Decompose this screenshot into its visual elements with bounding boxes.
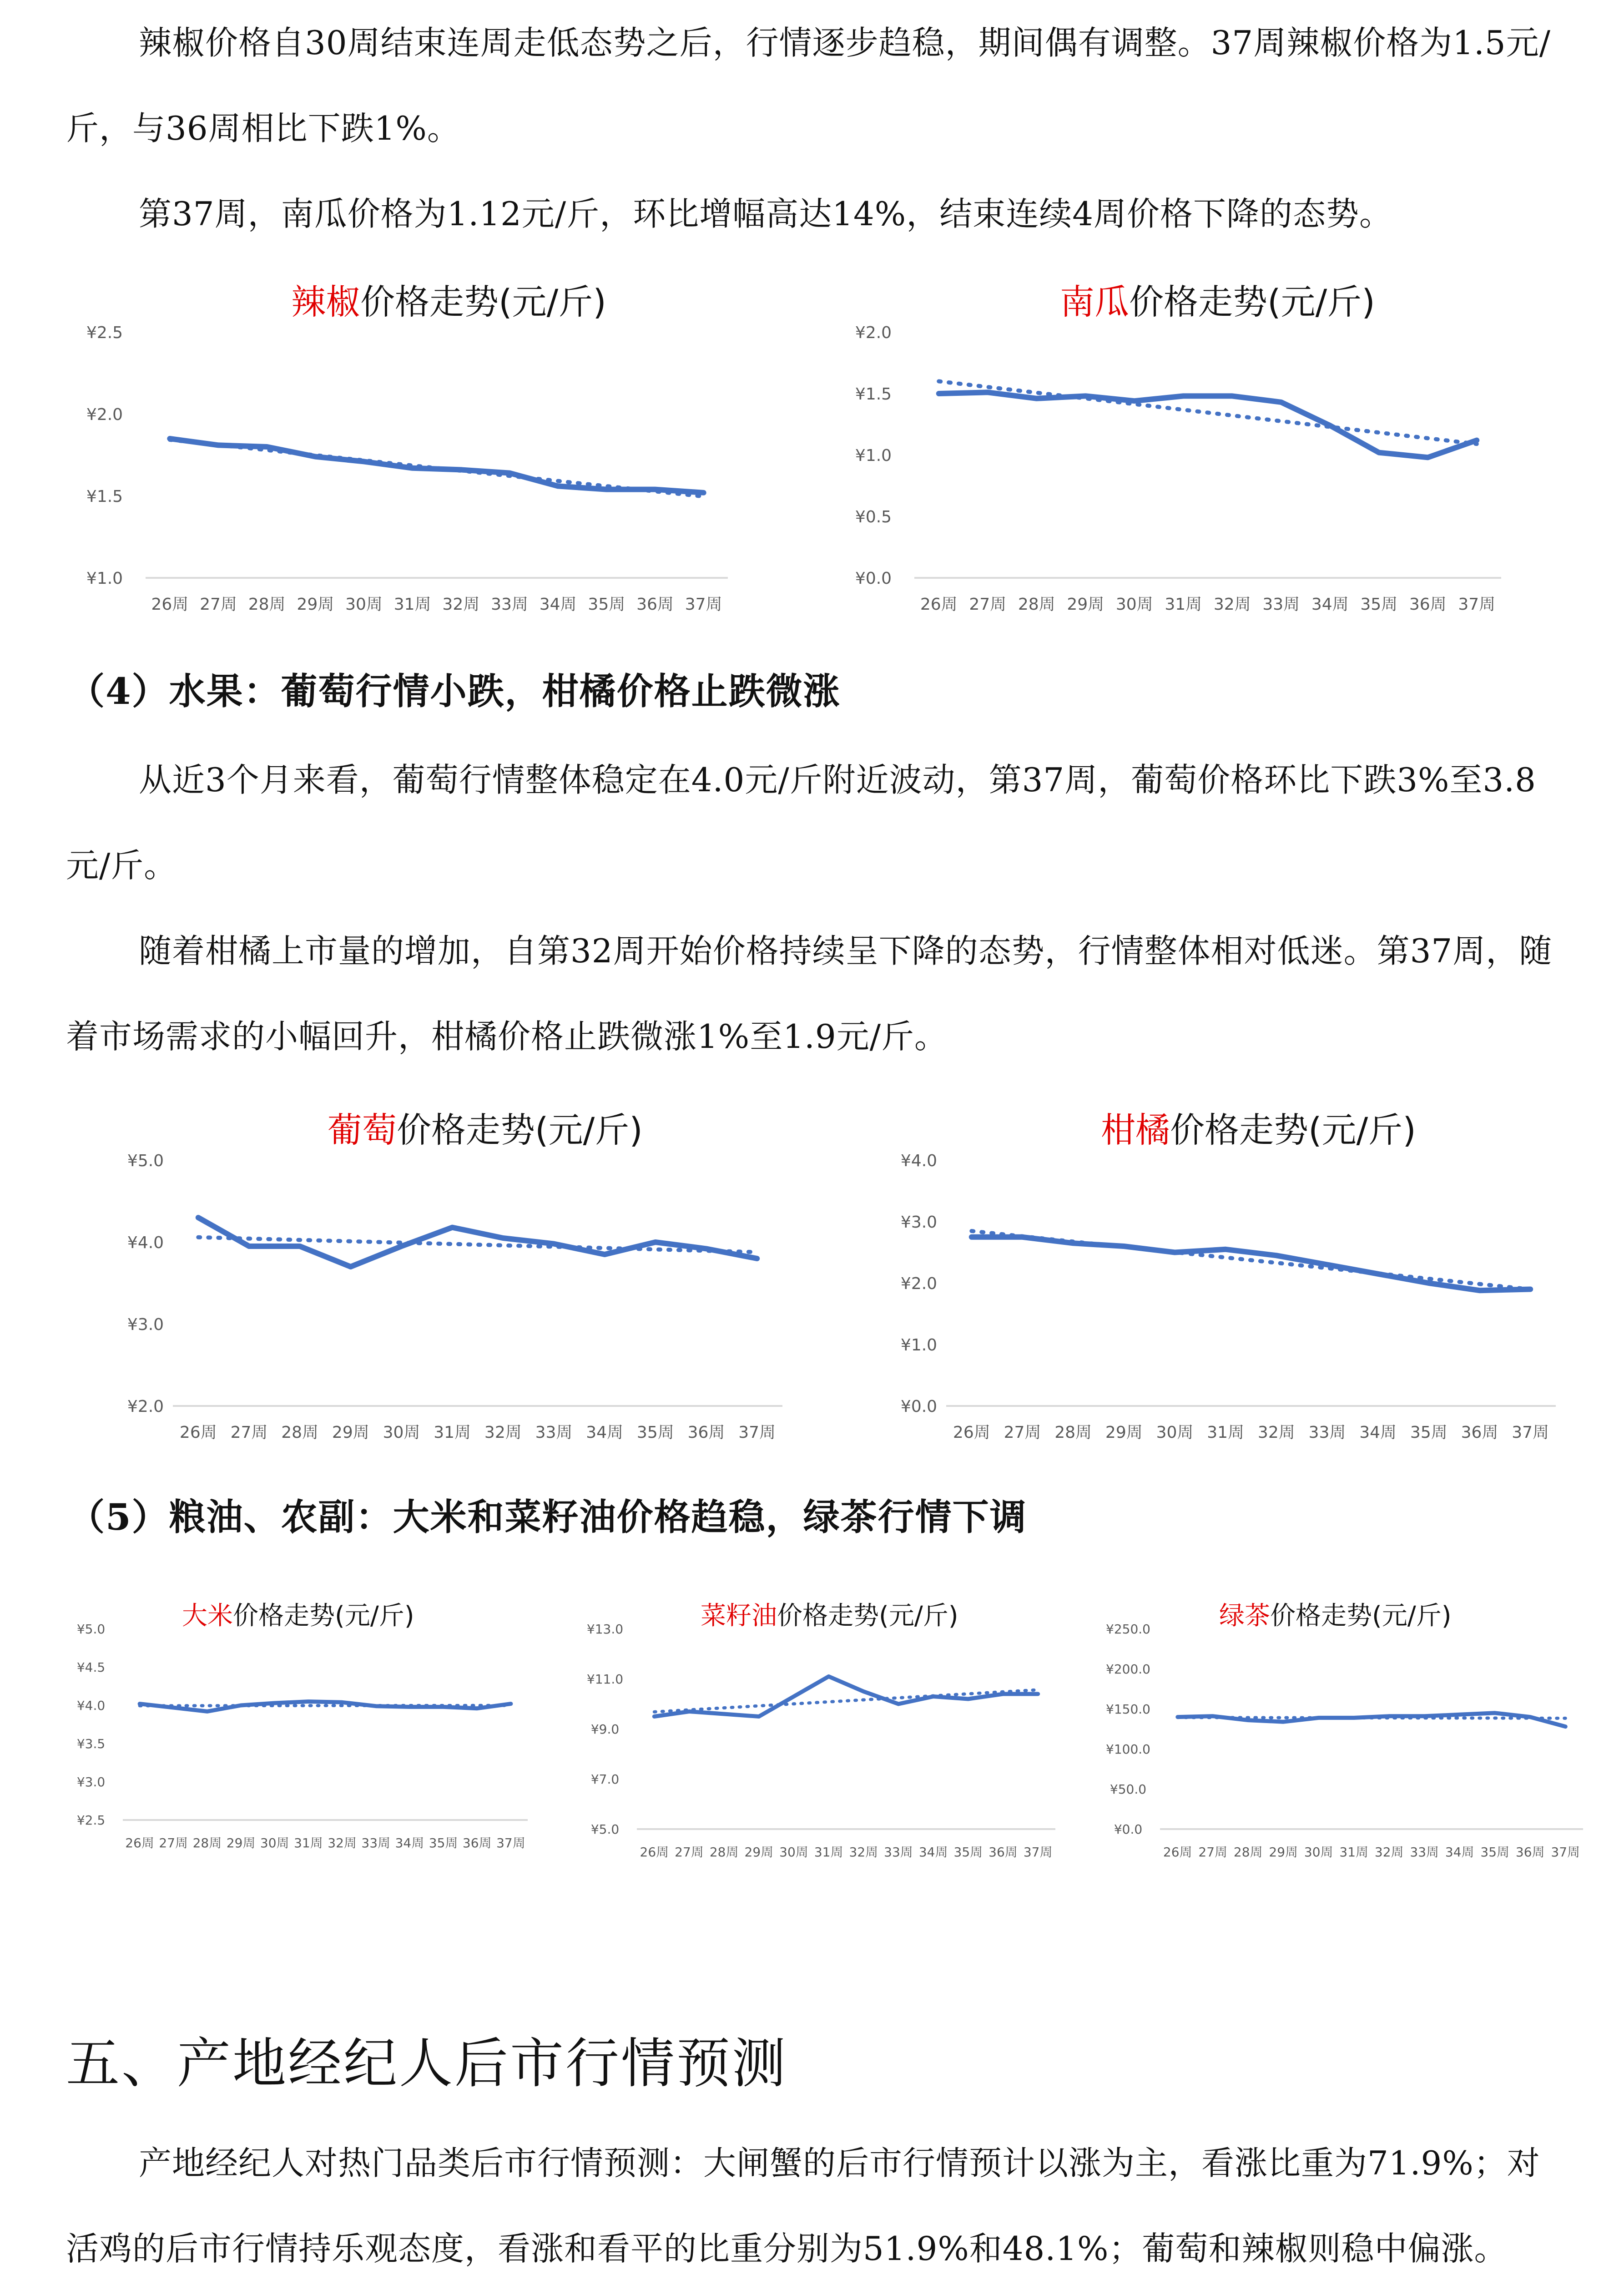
data-point (1275, 1254, 1278, 1257)
data-point (1231, 394, 1234, 398)
x-tick-label: 33周 (491, 595, 528, 614)
x-tick-label: 26周 (920, 595, 958, 614)
x-tick-label: 33周 (1410, 1845, 1439, 1860)
y-tick-label: ¥3.5 (76, 1736, 106, 1751)
data-point (1564, 1725, 1567, 1728)
data-point (172, 1706, 175, 1709)
y-tick-label: ¥9.0 (590, 1722, 620, 1737)
data-point (1388, 1715, 1391, 1718)
y-tick-label: ¥0.0 (1114, 1822, 1143, 1837)
data-point (1317, 1716, 1320, 1719)
data-point (723, 1713, 726, 1715)
y-tick-label: ¥2.0 (900, 1274, 938, 1293)
chart-title-text: 价格走势(元/斤) (1170, 1110, 1416, 1150)
x-tick-label: 30周 (779, 1845, 808, 1860)
x-tick-label: 33周 (884, 1845, 913, 1860)
x-tick-label: 28周 (281, 1423, 319, 1442)
data-point (932, 1695, 935, 1698)
data-point (509, 1703, 512, 1705)
x-tick-label: 35周 (953, 1845, 983, 1860)
x-tick-label: 36周 (462, 1835, 492, 1850)
data-point (265, 445, 269, 449)
section-title: 五、产地经纪人后市行情预测 (66, 2032, 788, 2095)
y-tick-label: ¥3.0 (900, 1213, 938, 1232)
y-tick-label: ¥200.0 (1106, 1662, 1150, 1677)
data-point (206, 1710, 208, 1713)
data-point (605, 488, 608, 491)
data-point (341, 1701, 343, 1704)
x-tick-label: 36周 (1515, 1845, 1545, 1860)
y-tick-label: ¥4.0 (900, 1152, 938, 1170)
data-point (1427, 1281, 1431, 1285)
chart-title-highlight: 柑橘 (1101, 1110, 1170, 1150)
data-point (1328, 424, 1332, 427)
chart-title-text: 价格走势(元/斤) (397, 1110, 643, 1150)
data-point (1173, 1251, 1177, 1254)
chart-title (182, 1601, 414, 1631)
data-point (986, 390, 989, 394)
y-tick-label: ¥2.5 (76, 1813, 106, 1828)
x-tick-label: 33周 (361, 1835, 391, 1850)
x-tick-label: 33周 (1308, 1423, 1346, 1442)
trendline (939, 381, 1477, 444)
x-tick-label: 26周 (151, 595, 189, 614)
chart-title-highlight: 葡萄 (328, 1110, 397, 1150)
x-tick-label: 30周 (1115, 595, 1153, 614)
data-point (556, 484, 560, 488)
data-point (1326, 1263, 1329, 1267)
x-tick-label: 36周 (1461, 1423, 1498, 1442)
data-point (792, 1695, 795, 1698)
y-tick-label: ¥5.0 (127, 1152, 164, 1170)
paragraph-grape: 从近3个月来看，葡萄行情整体稳定在4.0元/斤附近波动，第37周，葡萄价格环比下跌3%至3.8元/斤。 (66, 761, 1536, 885)
y-tick-label: ¥1.0 (900, 1336, 938, 1355)
x-tick-label: 27周 (230, 1423, 268, 1442)
y-tick-label: ¥4.0 (127, 1234, 164, 1252)
y-tick-label: ¥2.0 (86, 405, 123, 424)
x-tick-label: 28周 (192, 1835, 222, 1850)
data-point (400, 1244, 403, 1248)
x-tick-label: 26周 (1163, 1845, 1192, 1860)
x-tick-label: 28周 (1018, 595, 1055, 614)
series-line (1178, 1713, 1566, 1727)
x-tick-label: 37周 (1551, 1845, 1580, 1860)
data-point (1282, 1720, 1285, 1723)
x-tick-label: 37周 (685, 595, 722, 614)
data-point (603, 1253, 606, 1256)
trendline (654, 1690, 1038, 1712)
data-point (1122, 1244, 1126, 1248)
chart-rice (55, 1592, 537, 1875)
data-point (757, 1715, 760, 1718)
chart-pepper (55, 273, 764, 628)
chart-title-highlight: 南瓜 (1060, 282, 1129, 322)
data-point (1528, 1288, 1532, 1291)
x-tick-label: 34周 (586, 1423, 624, 1442)
data-point (476, 1707, 479, 1710)
x-tick-label: 32周 (1374, 1845, 1404, 1860)
paragraph-pumpkin: 第37周，南瓜价格为1.12元/斤，环比增幅高达14%，结束连续4周价格下降的态势。 (139, 195, 1393, 233)
data-point (459, 468, 463, 471)
data-point (408, 1705, 411, 1708)
x-tick-label: 26周 (640, 1845, 669, 1860)
chart-title (291, 282, 606, 322)
series-line (170, 439, 703, 493)
x-tick-label: 36周 (1409, 595, 1447, 614)
chart-title-text: 价格走势(元/斤) (1129, 282, 1375, 322)
data-point (1071, 1241, 1075, 1245)
x-tick-label: 36周 (989, 1845, 1018, 1860)
series-line (972, 1237, 1530, 1290)
chart-title (701, 1601, 958, 1631)
data-point (442, 1705, 445, 1708)
data-point (508, 471, 511, 475)
x-tick-label: 35周 (1480, 1845, 1510, 1860)
x-tick-label: 29周 (1269, 1845, 1298, 1860)
chart-title (1060, 282, 1375, 322)
data-point (217, 443, 220, 447)
x-tick-label: 27周 (1198, 1845, 1228, 1860)
x-tick-label: 34周 (918, 1845, 948, 1860)
data-point (247, 1244, 251, 1248)
data-point (197, 1216, 200, 1219)
data-point (374, 1705, 377, 1708)
data-point (240, 1704, 242, 1707)
data-point (1247, 1719, 1250, 1722)
data-point (138, 1703, 141, 1705)
data-point (1002, 1693, 1004, 1695)
x-tick-label: 35周 (429, 1835, 458, 1850)
y-tick-label: ¥100.0 (1106, 1742, 1150, 1757)
x-tick-label: 35周 (1410, 1423, 1447, 1442)
x-tick-label: 34周 (1359, 1423, 1397, 1442)
data-point (755, 1257, 759, 1260)
x-tick-label: 30周 (383, 1423, 420, 1442)
paragraph-forecast: 产地经纪人对热门品类后市行情预测：大闸蟹的后市行情预计以涨为主，看涨比重为71.9%；对活鸡的后市行情持乐观态度，看涨和看平的比重分别为51.9%和48.1%；葡萄和辣椒则稳中偏涨。 (66, 2144, 1540, 2268)
x-tick-label: 31周 (294, 1835, 323, 1850)
data-point (1493, 1712, 1496, 1714)
x-tick-label: 27周 (1004, 1423, 1041, 1442)
data-point (362, 460, 366, 463)
x-tick-label: 26周 (125, 1835, 154, 1850)
paragraph-citrus: 随着柑橘上市量的增加，自第32周开始价格持续呈下降的态势，行情整体相对低迷。第37周，随着市场需求的小幅回升，柑橘价格止跌微涨1%至1.9元/斤。 (66, 932, 1553, 1056)
data-point (862, 1690, 865, 1693)
y-tick-label: ¥4.5 (76, 1660, 106, 1675)
data-point (1529, 1716, 1532, 1719)
data-point (307, 1700, 310, 1703)
chart-pumpkin (823, 273, 1533, 628)
x-tick-label: 27周 (159, 1835, 188, 1850)
x-tick-label: 31周 (1207, 1423, 1245, 1442)
y-tick-label: ¥13.0 (586, 1622, 624, 1637)
y-tick-label: ¥0.0 (855, 569, 892, 588)
x-tick-label: 31周 (434, 1423, 471, 1442)
x-tick-label: 37周 (1512, 1423, 1549, 1442)
x-tick-label: 36周 (687, 1423, 725, 1442)
data-point (1423, 1715, 1426, 1718)
x-tick-label: 29周 (297, 595, 334, 614)
x-tick-label: 31周 (1165, 595, 1202, 614)
data-point (1426, 455, 1430, 459)
chart-title-text: 价格走势(元/斤) (1270, 1601, 1452, 1631)
y-tick-label: ¥2.0 (127, 1397, 164, 1416)
data-point (450, 1226, 454, 1229)
x-tick-label: 32周 (1257, 1423, 1295, 1442)
y-tick-label: ¥0.5 (855, 508, 892, 526)
data-point (1377, 451, 1381, 455)
data-point (313, 455, 317, 459)
x-tick-label: 32周 (1213, 595, 1251, 614)
x-tick-label: 29周 (226, 1835, 256, 1850)
x-tick-label: 27周 (675, 1845, 704, 1860)
data-point (1279, 400, 1283, 404)
chart-title (328, 1110, 643, 1150)
chart-title-highlight: 菜籽油 (701, 1601, 777, 1631)
x-tick-label: 32周 (328, 1835, 357, 1850)
data-point (654, 1240, 657, 1244)
x-tick-label: 29周 (1067, 595, 1105, 614)
chart-title (1101, 1110, 1416, 1150)
data-point (349, 1265, 353, 1269)
heading-fruit: （4）水果：葡萄行情小跌，柑橘价格止跌微涨 (68, 670, 841, 713)
chart-title-highlight: 辣椒 (291, 282, 360, 322)
y-tick-label: ¥7.0 (590, 1772, 620, 1787)
y-tick-label: ¥3.0 (76, 1774, 106, 1790)
data-point (1211, 1715, 1214, 1718)
data-point (1352, 1716, 1355, 1719)
data-point (897, 1703, 900, 1705)
data-point (688, 1710, 691, 1713)
y-tick-label: ¥1.5 (86, 487, 123, 506)
x-tick-label: 28周 (248, 595, 286, 614)
y-tick-label: ¥1.5 (855, 385, 892, 404)
data-point (1133, 399, 1136, 403)
data-point (1176, 1716, 1179, 1719)
y-tick-label: ¥0.0 (900, 1397, 938, 1416)
x-tick-label: 31周 (393, 595, 431, 614)
chart-title-highlight: 绿茶 (1219, 1601, 1270, 1631)
x-tick-label: 26周 (179, 1423, 217, 1442)
x-tick-label: 32周 (849, 1845, 878, 1860)
x-tick-label: 32周 (484, 1423, 522, 1442)
data-point (168, 437, 171, 440)
y-tick-label: ¥3.0 (127, 1315, 164, 1334)
y-tick-label: ¥250.0 (1106, 1622, 1150, 1637)
data-point (967, 1698, 969, 1700)
data-point (1475, 439, 1478, 442)
data-point (1478, 1289, 1482, 1292)
chart-title-text: 价格走势(元/斤) (233, 1601, 414, 1631)
data-point (298, 1244, 302, 1248)
y-tick-label: ¥4.0 (76, 1698, 106, 1713)
x-tick-label: 26周 (953, 1423, 990, 1442)
x-tick-label: 31周 (814, 1845, 843, 1860)
x-tick-label: 29周 (1105, 1423, 1143, 1442)
x-tick-label: 30周 (260, 1835, 289, 1850)
y-tick-label: ¥2.0 (855, 324, 892, 342)
x-tick-label: 35周 (636, 1423, 674, 1442)
x-tick-label: 35周 (1360, 595, 1398, 614)
chart-title-highlight: 大米 (182, 1601, 233, 1631)
data-point (827, 1675, 830, 1678)
y-tick-label: ¥150.0 (1106, 1702, 1150, 1717)
x-tick-label: 27周 (200, 595, 237, 614)
x-tick-label: 27周 (969, 595, 1007, 614)
data-point (1021, 1235, 1024, 1239)
y-tick-label: ¥50.0 (1110, 1782, 1147, 1797)
data-point (653, 488, 657, 491)
heading-grain-oil: （5）粮油、农副：大米和菜籽油价格趋稳，绿茶行情下调 (68, 1496, 1027, 1538)
x-tick-label: 30周 (1156, 1423, 1194, 1442)
data-point (1084, 394, 1087, 398)
x-tick-label: 37周 (738, 1423, 776, 1442)
x-tick-label: 28周 (1054, 1423, 1092, 1442)
x-tick-label: 29周 (744, 1845, 774, 1860)
data-point (1035, 397, 1039, 400)
data-point (1458, 1713, 1461, 1716)
x-tick-label: 33周 (535, 1423, 573, 1442)
chart-grape (82, 1097, 805, 1451)
data-point (1181, 394, 1185, 398)
y-tick-label: ¥5.0 (590, 1822, 620, 1837)
x-tick-label: 36周 (636, 595, 674, 614)
y-tick-label: ¥5.0 (76, 1622, 106, 1637)
data-point (1037, 1693, 1039, 1695)
series-line (198, 1218, 757, 1267)
data-point (273, 1702, 276, 1704)
data-point (1224, 1248, 1227, 1251)
x-tick-label: 34周 (1311, 595, 1349, 614)
x-tick-label: 31周 (1339, 1845, 1369, 1860)
x-tick-label: 37周 (1023, 1845, 1053, 1860)
x-tick-label: 28周 (709, 1845, 739, 1860)
chart-green-tea (1083, 1592, 1592, 1879)
data-point (702, 491, 706, 495)
data-point (1376, 1272, 1380, 1276)
data-point (705, 1247, 708, 1250)
series-line (939, 392, 1477, 457)
x-tick-label: 34周 (395, 1835, 424, 1850)
x-tick-label: 34周 (539, 595, 577, 614)
x-tick-label: 33周 (1262, 595, 1300, 614)
x-tick-label: 35周 (588, 595, 625, 614)
data-point (501, 1236, 505, 1240)
data-point (552, 1242, 556, 1246)
x-tick-label: 34周 (1445, 1845, 1474, 1860)
x-tick-label: 37周 (496, 1835, 525, 1850)
paragraph-pepper: 辣椒价格自30周结束连周走低态势之后，行情逐步趋稳，期间偶有调整。37周辣椒价格为1.5元/斤，与36周相比下跌1%。 (66, 24, 1551, 147)
y-tick-label: ¥11.0 (586, 1672, 624, 1687)
y-tick-label: ¥2.5 (86, 324, 123, 342)
x-tick-label: 32周 (442, 595, 480, 614)
chart-title (1219, 1601, 1452, 1631)
chart-rapeseed-oil (564, 1592, 1064, 1879)
y-tick-label: ¥1.0 (855, 446, 892, 465)
chart-citrus (855, 1097, 1579, 1451)
data-point (937, 392, 941, 395)
x-tick-label: 30周 (1304, 1845, 1333, 1860)
series-line (654, 1677, 1038, 1717)
data-point (970, 1235, 973, 1239)
chart-title-text: 价格走势(元/斤) (777, 1601, 958, 1631)
y-tick-label: ¥1.0 (86, 569, 123, 588)
x-tick-label: 37周 (1458, 595, 1496, 614)
data-point (653, 1715, 656, 1718)
x-tick-label: 29周 (332, 1423, 369, 1442)
x-tick-label: 28周 (1233, 1845, 1263, 1860)
chart-title-text: 价格走势(元/斤) (360, 282, 606, 322)
data-point (411, 466, 414, 470)
x-tick-label: 30周 (345, 595, 383, 614)
